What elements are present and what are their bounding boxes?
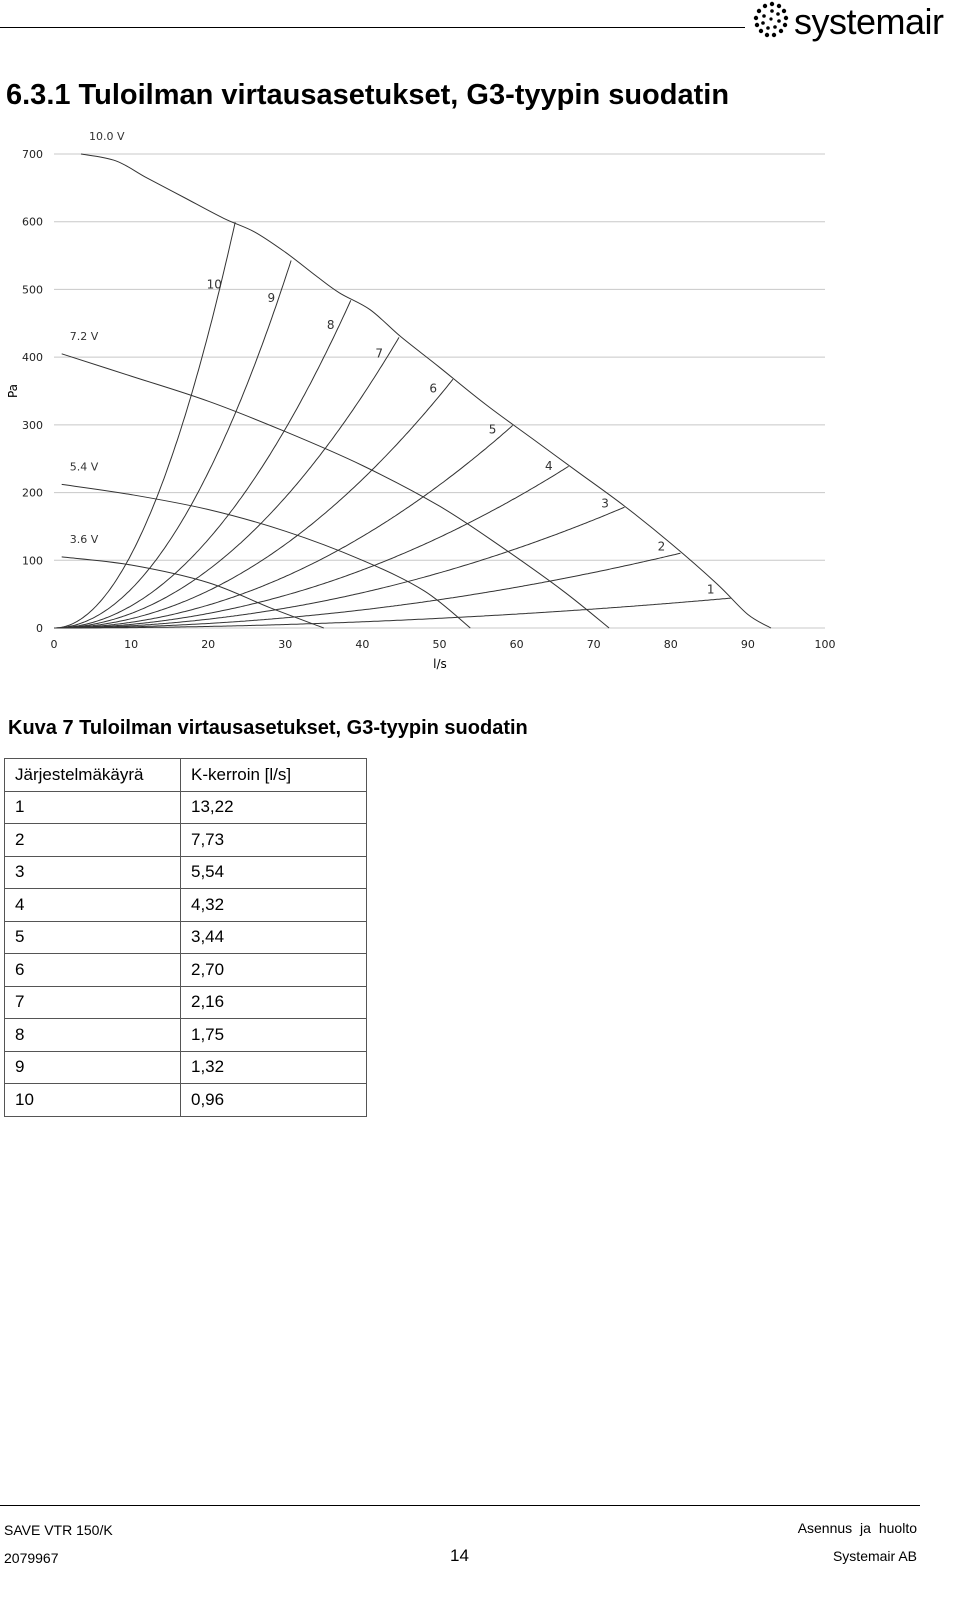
table-cell: 5,54 <box>181 856 367 889</box>
fan-curve-chart <box>0 130 860 685</box>
table-row <box>5 921 367 954</box>
k-factor-table <box>4 758 367 1117</box>
y-tick-label: 700 <box>22 148 43 161</box>
y-axis-label: Pa <box>6 383 20 399</box>
brand-name: systemair <box>794 1 944 42</box>
systemair-logo <box>752 0 952 44</box>
table-cell: 2,16 <box>181 986 367 1019</box>
x-tick-label: 30 <box>278 638 293 651</box>
footer-doc-number: 2079967 <box>4 1550 59 1566</box>
table-header-cell: K-kerroin [l/s] <box>181 759 367 792</box>
table-row <box>5 1051 367 1084</box>
table-cell: 6 <box>5 954 181 987</box>
fan-curve-label: 5.4 V <box>69 460 99 474</box>
x-tick-label: 20 <box>201 638 216 651</box>
system-curve-label: 8 <box>326 318 335 333</box>
x-tick-label: 40 <box>355 638 370 651</box>
system-curve-label: 1 <box>706 582 715 597</box>
table-row <box>5 1084 367 1117</box>
table-row <box>5 986 367 1019</box>
system-curve-label: 2 <box>657 539 666 554</box>
fan-curve-label: 7.2 V <box>69 329 99 343</box>
fan-curve-label: 10.0 V <box>88 130 125 143</box>
table-cell: 13,22 <box>181 791 367 824</box>
table-cell: 2,70 <box>181 954 367 987</box>
table-cell: 0,96 <box>181 1084 367 1117</box>
table-cell: 9 <box>5 1051 181 1084</box>
table-row <box>5 856 367 889</box>
chart-grid <box>54 154 825 628</box>
x-tick-label: 90 <box>740 638 755 651</box>
curve-labels <box>70 130 715 597</box>
x-tick-label: 70 <box>586 638 601 651</box>
y-tick-label: 400 <box>22 351 43 365</box>
footer-model: SAVE VTR 150/K <box>4 1522 113 1538</box>
x-tick-label: 0 <box>50 638 58 651</box>
system-curve <box>54 553 680 628</box>
x-tick-label: 60 <box>509 638 524 651</box>
table-header-row <box>5 759 367 792</box>
x-axis-label: l/s <box>433 657 447 671</box>
fan-curve <box>81 154 771 628</box>
system-curve-label: 7 <box>375 346 384 361</box>
table-cell: 2 <box>5 824 181 857</box>
table-cell: 4 <box>5 889 181 922</box>
system-curve-label: 6 <box>429 381 438 396</box>
footer-doc-type: Asennus ja huolto <box>797 1520 917 1536</box>
header-rule <box>0 27 745 28</box>
system-curve-label: 5 <box>488 422 497 437</box>
y-tick-label: 600 <box>22 215 43 229</box>
table-cell: 3 <box>5 856 181 889</box>
table-header-cell: Järjestelmäkäyrä <box>5 759 181 792</box>
table-cell: 10 <box>5 1084 181 1117</box>
logo-dots-icon <box>752 0 792 40</box>
x-tick-label: 100 <box>814 638 836 651</box>
system-curve <box>54 300 351 628</box>
footer-rule <box>0 1505 920 1506</box>
page-title: 6.3.1 Tuloilman virtausasetukset, G3-tyypin suodatin <box>6 79 730 111</box>
table-cell: 7,73 <box>181 824 367 857</box>
fan-curve-label: 3.6 V <box>69 532 99 546</box>
table-row <box>5 791 367 824</box>
table-row <box>5 1019 367 1052</box>
system-curve-label: 3 <box>601 496 609 511</box>
table-row <box>5 954 367 987</box>
y-tick-label: 0 <box>36 622 43 635</box>
x-tick-label: 80 <box>663 638 678 651</box>
system-curve <box>54 379 453 628</box>
x-tick-label: 50 <box>432 638 447 651</box>
table-cell: 1 <box>5 791 181 824</box>
system-curve-label: 4 <box>545 459 553 474</box>
table-row <box>5 824 367 857</box>
y-tick-label: 100 <box>22 554 43 568</box>
x-tick-label: 10 <box>124 638 139 651</box>
figure-caption: Kuva 7 Tuloilman virtausasetukset, G3-tyypin suodatin <box>8 717 528 739</box>
table-cell: 4,32 <box>181 889 367 922</box>
footer-page-number: 14 <box>450 1546 469 1565</box>
y-tick-label: 300 <box>22 418 43 432</box>
table-cell: 8 <box>5 1019 181 1052</box>
footer-company: Systemair AB <box>832 1548 917 1564</box>
y-tick-label: 200 <box>22 486 43 500</box>
system-curve <box>54 337 399 628</box>
table-cell: 1,75 <box>181 1019 367 1052</box>
y-tick-label: 500 <box>22 283 43 297</box>
table-cell: 3,44 <box>181 921 367 954</box>
table-cell: 5 <box>5 921 181 954</box>
table-cell: 7 <box>5 986 181 1019</box>
table-row <box>5 889 367 922</box>
fan-curve <box>62 557 324 628</box>
system-curve-label: 9 <box>267 290 276 305</box>
system-curve-label: 10 <box>206 277 222 292</box>
table-cell: 1,32 <box>181 1051 367 1084</box>
